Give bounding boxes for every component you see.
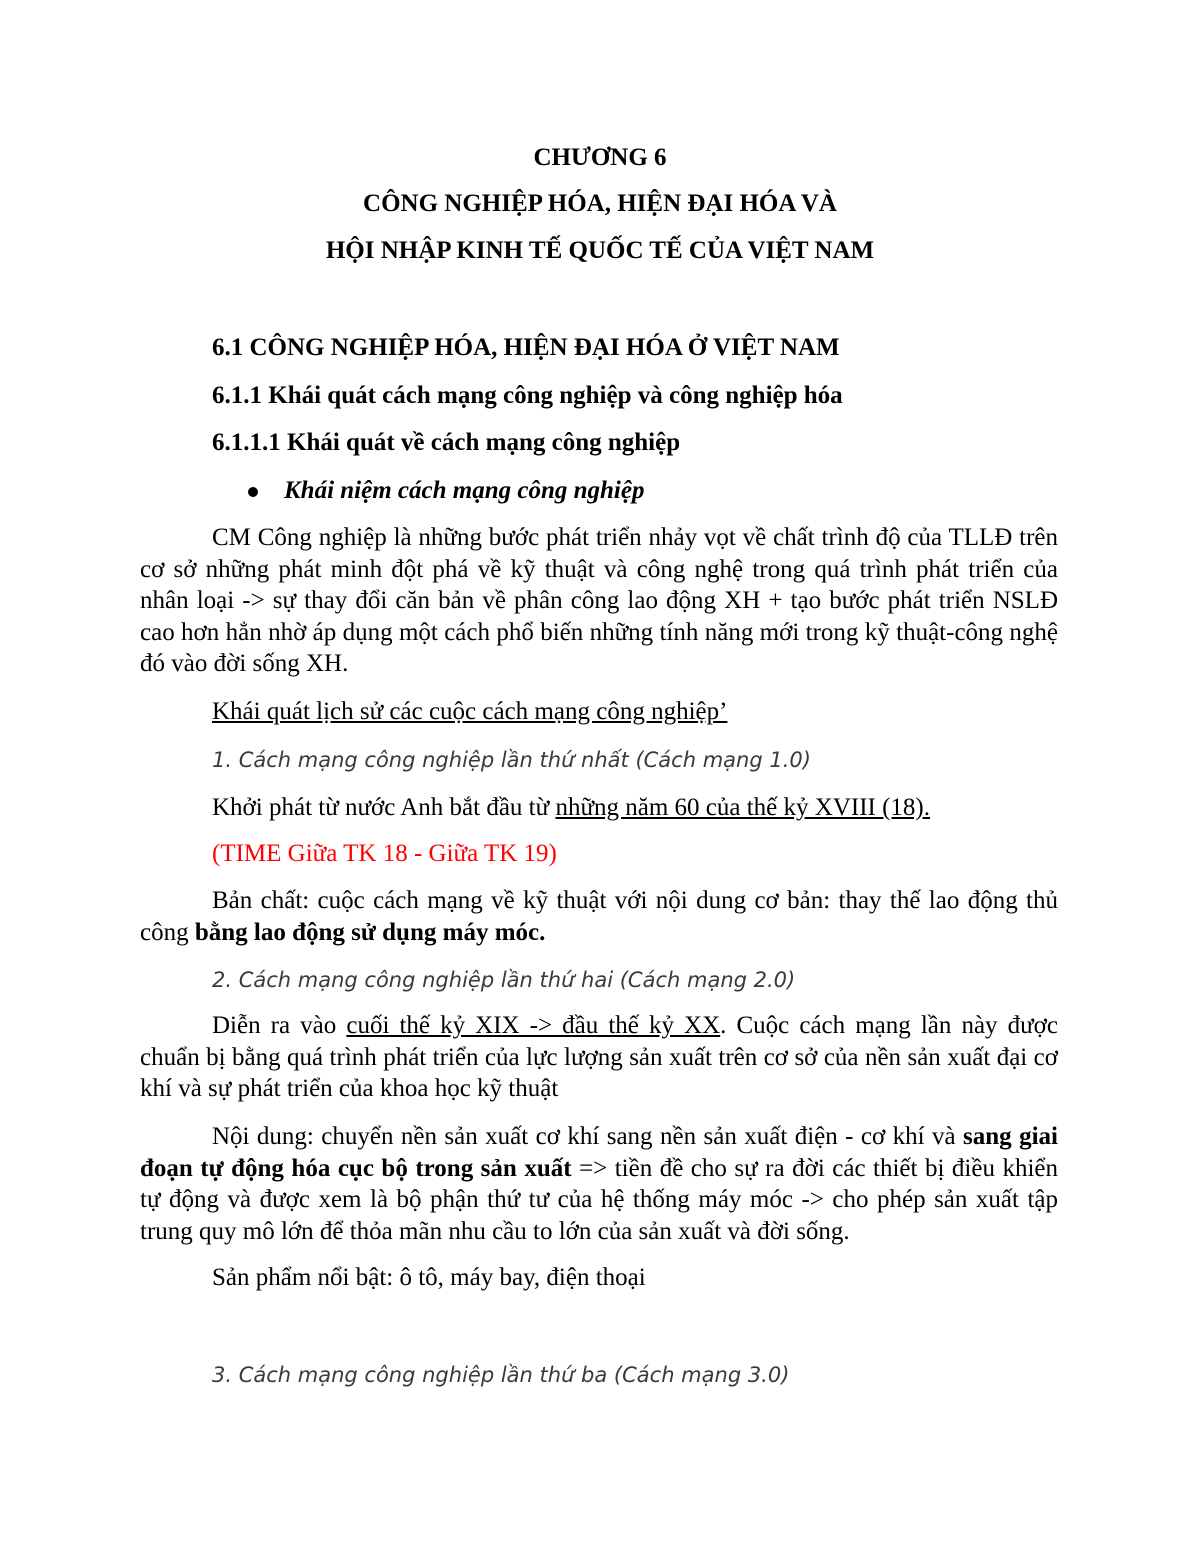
definition-paragraph: CM Công nghiệp là những bước phát triển nhảy vọt về chất trình độ của TLLĐ trên cơ sở những phát minh đột phá về kỹ thuật và công nghệ trong quá trình phát triển của nhân loại -> sự thay đổi căn bản về phân công lao động XH + tạo bước phát triển NSLĐ cao hơn hẳn nhờ áp dụng một cách phổ biến những tính năng mới trong kỹ thuật-công nghệ đó vào đời sống XH. (140, 524, 1058, 677)
bullet-dot-icon (248, 487, 258, 497)
rev2-period-paragraph (140, 1010, 1058, 1105)
rev2-products: Sản phẩm nổi bật: ô tô, máy bay, điện thoại (212, 1264, 646, 1291)
rev1-title: 1. Cách mạng công nghiệp lần thứ nhất (Cách mạng 1.0) (212, 748, 811, 772)
rev1-nature-paragraph (140, 885, 1058, 948)
subsection-heading: 6.1.1 Khái quát cách mạng công nghiệp và công nghiệp hóa (212, 382, 843, 409)
rev3-title: 3. Cách mạng công nghiệp lần thứ ba (Cách mạng 3.0) (212, 1363, 790, 1387)
rev2-content-paragraph (140, 1121, 1058, 1247)
rev1-nature-text: Bản chất: cuộc cách mạng về kỹ thuật với nội dung cơ bản: thay thế lao động thủ công (140, 887, 1058, 946)
rev1-origin-period: những năm 60 của thế kỷ XVIII (18). (555, 794, 930, 821)
rev1-nature-emphasis: bằng lao động sử dụng máy móc. (194, 918, 546, 946)
subsubsection-heading: 6.1.1.1 Khái quát về cách mạng công nghiệp (212, 429, 681, 456)
history-heading: Khái quát lịch sử các cuộc cách mạng công nghiệp’ (212, 698, 728, 725)
rev1-time-range: (TIME Giữa TK 18 - Giữa TK 19) (212, 840, 557, 867)
section-heading: 6.1 CÔNG NGHIỆP HÓA, HIỆN ĐẠI HÓA Ở VIỆT NAM (212, 334, 840, 361)
rev1-origin (212, 793, 930, 823)
rev2-period-underlined: cuối thế kỷ XIX -> đầu thế kỷ XX (346, 1012, 721, 1039)
chapter-number: CHƯƠNG 6 (533, 144, 667, 171)
rev2-content-rest: => tiền đề cho sự ra đời các thiết bị điều khiển tự động và được xem là bộ phận thứ tư của hệ thống máy móc -> cho phép sản xuất tập trung quy mô lớn để thỏa mãn nhu cầu to lớn của sản xuất và đời sống. (140, 1154, 1058, 1245)
rev1-origin-text: Khởi phát từ nước Anh bắt đầu từ (212, 794, 556, 821)
rev2-content-text: Nội dung: chuyển nền sản xuất cơ khí sang nền sản xuất điện - cơ khí và (212, 1123, 964, 1150)
bullet-heading: Khái niệm cách mạng công nghiệp (284, 477, 645, 504)
rev2-period-text: Diễn ra vào (212, 1012, 347, 1039)
chapter-title-line-2: HỘI NHẬP KINH TẾ QUỐC TẾ CỦA VIỆT NAM (325, 237, 875, 264)
chapter-title-line-1: CÔNG NGHIỆP HÓA, HIỆN ĐẠI HÓA VÀ (363, 190, 837, 217)
rev2-title: 2. Cách mạng công nghiệp lần thứ hai (Cách mạng 2.0) (212, 968, 796, 992)
rev2-content-emphasis: sang giai đoạn tự động hóa cục bộ trong sản xuất (140, 1123, 1058, 1182)
rev2-period-rest: . Cuộc cách mạng lần này được chuẩn bị bằng quá trình phát triển của lực lượng sản xuất trên cơ sở của nền sản xuất đại cơ khí và sự phát triển của khoa học kỹ thuật (140, 1012, 1058, 1102)
